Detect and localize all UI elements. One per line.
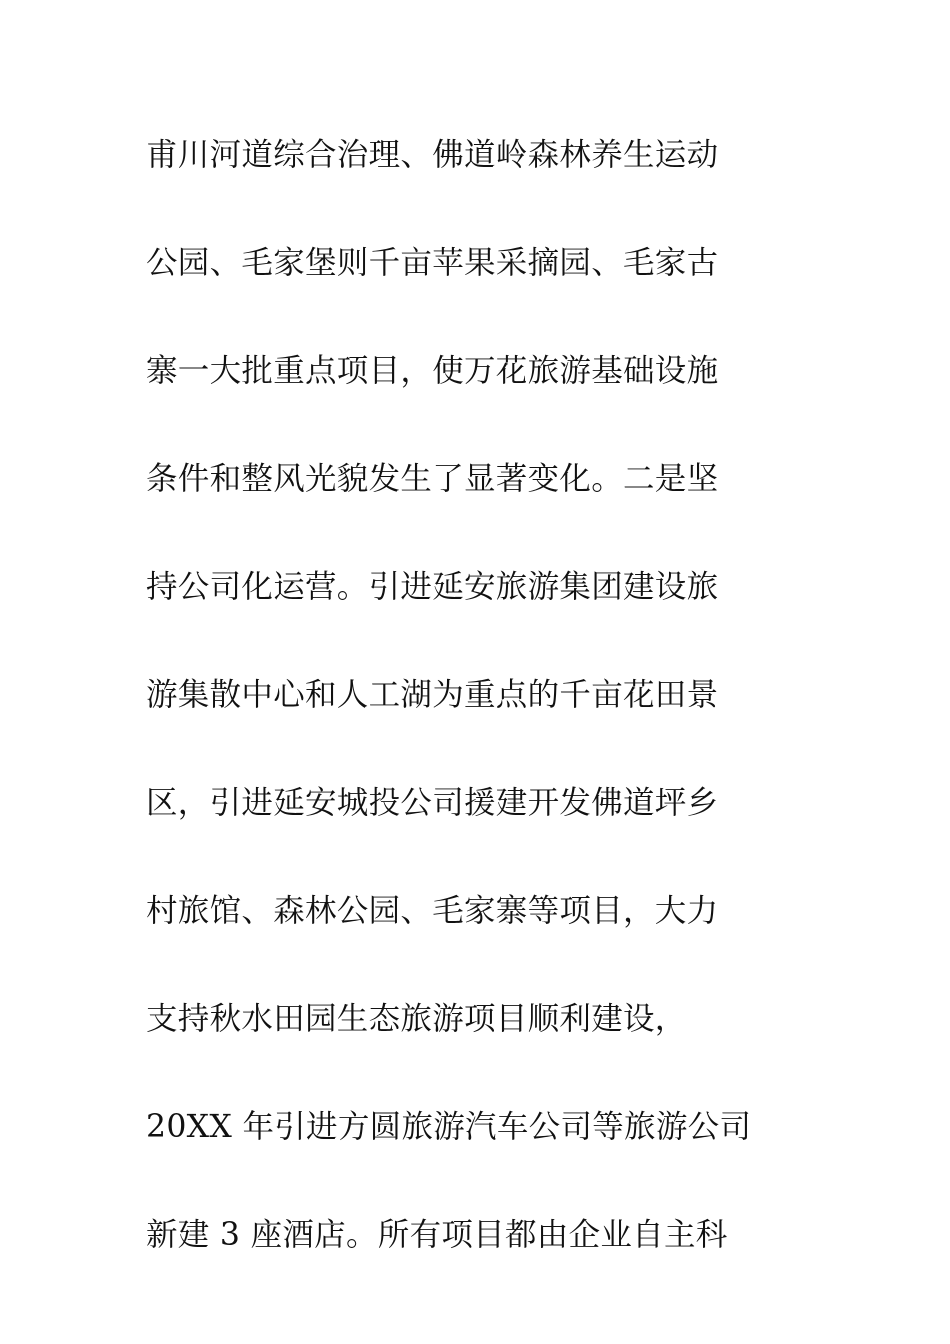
text-line-5: 持公司化运营。引进延安旅游集团建设旅 bbox=[146, 569, 719, 605]
text-line-7: 区，引进延安城投公司援建开发佛道坪乡 bbox=[146, 785, 719, 821]
text-line-11: 新建 3 座酒店。所有项目都由企业自主科 bbox=[146, 1217, 728, 1253]
text-line-8: 村旅馆、森林公园、毛家寨等项目，大力 bbox=[146, 893, 719, 929]
text-line-4: 条件和整风光貌发生了显著变化。二是坚 bbox=[146, 461, 719, 497]
text-line-2: 公园、毛家堡则千亩苹果采摘园、毛家古 bbox=[146, 245, 719, 281]
text-line-6: 游集散中心和人工湖为重点的千亩花田景 bbox=[146, 677, 719, 713]
body-text bbox=[146, 126, 806, 1314]
text-line-10: 20XX 年引进方圆旅游汽车公司等旅游公司 bbox=[146, 1109, 752, 1145]
text-line-9: 支持秋水田园生态旅游项目顺利建设， bbox=[146, 1001, 687, 1037]
text-line-1: 甫川河道综合治理、佛道岭森林养生运动 bbox=[146, 137, 719, 173]
text-line-3: 寨一大批重点项目，使万花旅游基础设施 bbox=[146, 353, 719, 389]
